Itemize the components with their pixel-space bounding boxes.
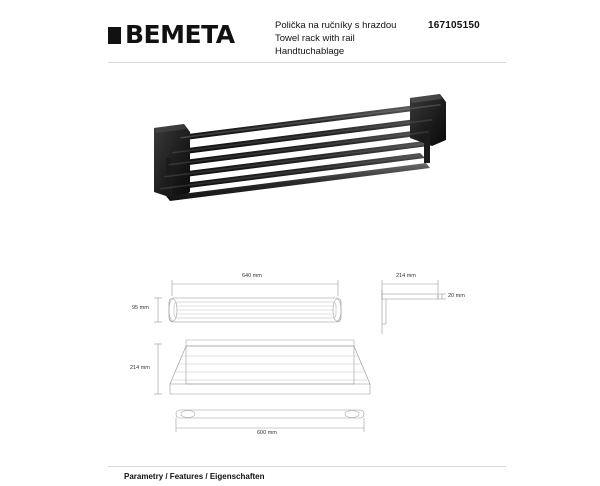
drawing-top-view [154, 280, 341, 322]
dim-side-width: 214 mm [396, 273, 416, 279]
brand-mark-icon [108, 27, 121, 44]
brand-logo [108, 22, 235, 47]
page-header [0, 0, 600, 62]
product-photo-svg [110, 80, 510, 255]
dim-front-depth: 214 mm [130, 365, 150, 371]
product-title-de: Handtuchablage [275, 46, 345, 57]
dim-top-height: 95 mm [132, 305, 149, 311]
drawing-side-view [382, 280, 446, 334]
technical-drawings [110, 262, 510, 462]
dim-side-depth: 20 mm [448, 293, 465, 299]
features-heading: Parametry / Features / Eigenschaften [124, 472, 265, 481]
product-titles [275, 19, 396, 58]
technical-drawings-svg [110, 262, 510, 462]
header-divider [108, 62, 506, 63]
product-code: 167105150 [428, 20, 480, 31]
brand-name: BEMETA [125, 20, 235, 49]
product-title-en: Towel rack with rail [275, 33, 355, 44]
dim-bottom-width: 600 mm [257, 430, 277, 436]
drawing-front-view [154, 340, 370, 394]
drawing-bottom-view [176, 410, 364, 432]
product-photo [110, 80, 510, 255]
dim-top-width: 640 mm [242, 273, 262, 279]
footer-divider [108, 466, 506, 467]
product-title-cs: Polička na ručníky s hrazdou [275, 20, 397, 31]
